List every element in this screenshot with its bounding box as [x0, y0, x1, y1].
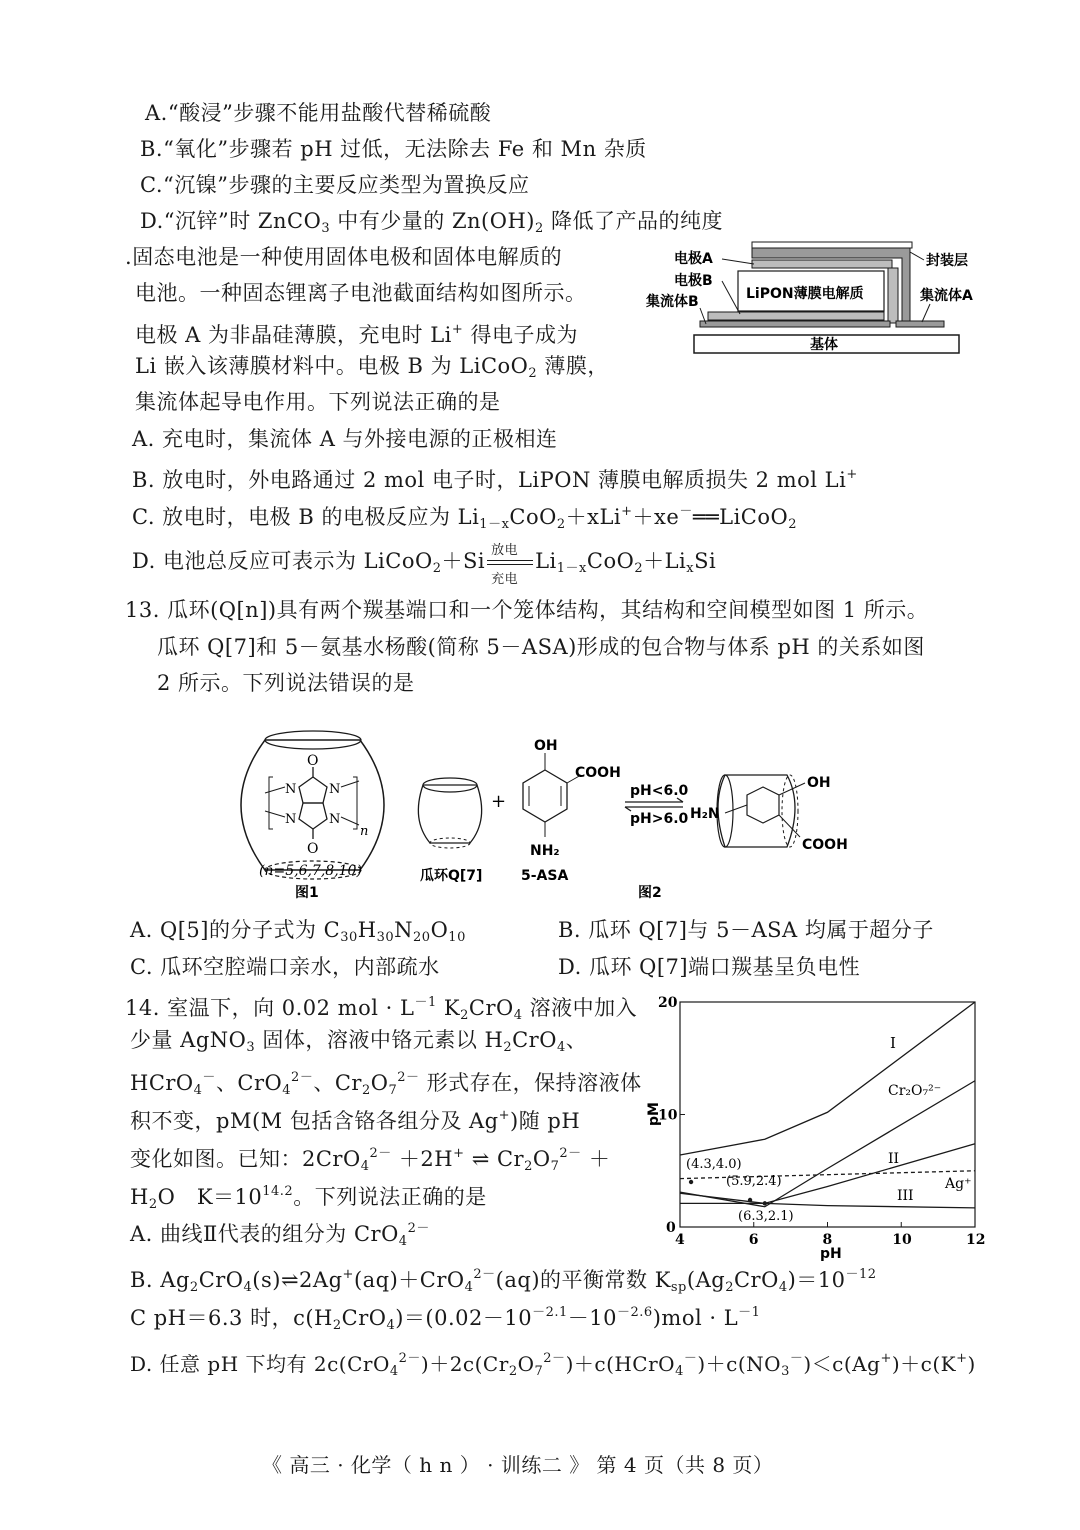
electrode-b-layer [708, 312, 884, 320]
y-tick-label: 0 [666, 1220, 676, 1236]
q11-option-d: D.“沉锌”时 ZnCO$_3$ 中有少量的 $Zn(OH)_2$ 降低了产品的纯度 [140, 209, 723, 236]
curve-i-label: I [890, 1034, 896, 1052]
electrode-b-label: 电极B [674, 273, 713, 289]
fig1-caption: 图1 [295, 885, 319, 900]
asa-benzene-ring [523, 770, 567, 822]
q14-stem-2: 少量 AgNO$_3$ 固体，溶液中铬元素以 $H_2CrO_4$、 [130, 1028, 588, 1055]
electrode-a-leader [722, 259, 754, 264]
q14-stem-4: 积不变，pM(M 包括含铬各组分及 Ag+)随 pH [130, 1108, 581, 1133]
point-4-3-label: (4.3,4.0) [686, 1157, 742, 1172]
x-tick-label: 4 [675, 1232, 685, 1248]
asa-oh-label: OH [534, 738, 558, 754]
ring-model [418, 785, 481, 843]
y-tick-label: 10 [658, 1107, 678, 1124]
collector-b-label: 集流体B [646, 294, 699, 310]
asa-label: 5-ASA [521, 868, 569, 884]
q12-stem-5: 集流体起导电作用。下列说法正确的是 [135, 390, 501, 414]
electrode-a-vertical [888, 268, 898, 323]
pm-ph-chart [640, 990, 1000, 1265]
q14-stem-6: $H_2O$ $K=10^{14.2}$。下列说法正确的是 [130, 1184, 487, 1212]
y-tick-label: 20 [658, 995, 678, 1011]
x-tick-label: 10 [892, 1232, 912, 1248]
marked-point [748, 1198, 752, 1202]
q12-option-b: B. 放电时，外电路通过 2 mol 电子时，LiPON 薄膜电解质损失 2 mol Li+ [132, 467, 858, 492]
marked-point [763, 1201, 767, 1205]
q13-option-c: C. 瓜环空腔端口亲水，内部疏水 [130, 955, 440, 979]
series-line [680, 1144, 975, 1204]
plus-sign: + [491, 791, 507, 812]
n-atom-1: N [285, 782, 297, 797]
q12-option-c: C. 放电时，电极 B 的电极反应为 $Li_{1-x}CoO_2+xLi^++xe^-══LiCoO_2$ [132, 504, 797, 532]
q12-stem-4: Li 嵌入该薄膜材料中。电极 B 为 LiCoO$_2$ 薄膜， [135, 354, 609, 381]
n-atom-2: N [329, 782, 341, 797]
seal-leader [910, 252, 924, 260]
q13-option-a: A. Q[5]的分子式为 $C_{30}H_{30}N_{20}O_{10}$ [130, 918, 466, 945]
y-axis-label: pM [646, 1102, 662, 1126]
curve-ii-label: II [888, 1151, 900, 1167]
collector-a-label: 集流体A [920, 288, 973, 304]
q11-option-c: C.“沉镍”步骤的主要反应类型为置换反应 [140, 173, 530, 197]
series-line [680, 1002, 975, 1155]
curve-iii-label: III [897, 1188, 914, 1204]
point-5-9-label: (5.9,2.4) [726, 1174, 782, 1189]
fig1-n-values: (n=5,6,7,8,10) [259, 863, 362, 879]
series-line [680, 1203, 975, 1208]
substrate-label: 基体 [810, 337, 838, 353]
q13-stem-3: 2 所示。下列说法错误的是 [157, 671, 415, 695]
lipon-label: LiPON薄膜电解质 [746, 286, 864, 302]
q12-option-d: D. 电池总反应可表示为 LiCoO$_2$＋Si 放电 充电 $Li_{1-x}CoO_2+Li_xSi$ [132, 542, 717, 587]
cucurbituril-figure [225, 725, 885, 900]
q13-option-d: D. 瓜环 Q[7]端口羰基呈负电性 [558, 955, 861, 979]
ring-label: 瓜环Q[7] [420, 868, 483, 884]
complex-oh-label: OH [807, 775, 831, 791]
cr2o7-curve-label: Cr₂O₇²⁻ [888, 1083, 942, 1099]
x-tick-label: 6 [748, 1232, 759, 1248]
complex-h2n-label: H₂N [690, 806, 720, 822]
electrode-b-leader [722, 281, 740, 314]
collector-b-layer [700, 321, 890, 327]
q13-option-b: B. 瓜环 Q[7]与 5－ASA 均属于超分子 [558, 918, 934, 942]
asa-nh2-label: NH₂ [530, 843, 560, 859]
q14-option-d: D. 任意 pH 下均有 $2c(CrO_4^{2-})+2c(Cr_2O_7^{2-})+c(HCrO_4^-)+c(NO_3^-)<c(Ag^+)+c(K^+)$ [130, 1351, 976, 1379]
q11-option-b: B.“氧化”步骤若 pH 过低，无法除去 Fe 和 Mn 杂质 [140, 137, 647, 161]
ph-lt-label: pH<6.0 [630, 783, 689, 799]
page-footer: 《 高三 · 化学（ h n ） · 训练二 》 第 4 页（共 8 页） [262, 1453, 774, 1477]
collector-a-leader [922, 304, 930, 322]
q13-stem-2: 瓜环 Q[7]和 5－氨基水杨酸(简称 5－ASA)形成的包合物与体系 pH 的关系如图 [157, 635, 925, 659]
repeat-n-label: n [360, 824, 369, 839]
fig2-caption: 图2 [638, 885, 662, 900]
marked-point [689, 1180, 693, 1184]
seal-label: 封装层 [926, 253, 968, 269]
q14-stem-1: 14. 室温下，向 0.02 mol · $L^{-1}$ $K_2CrO_4$ 溶液中加入 [125, 995, 638, 1023]
series-line [680, 1081, 975, 1207]
reversible-arrow: 放电 充电 [487, 550, 533, 576]
x-tick-label: 8 [822, 1232, 833, 1248]
q12-stem-1: .固态电池是一种使用固体电极和固体电解质的 [125, 245, 563, 269]
q12-stem-2: 电池。一种固态锂离子电池截面结构如图所示。 [135, 281, 587, 305]
q11-option-a: A.“酸浸”步骤不能用盐酸代替稀硫酸 [145, 101, 492, 125]
asa-cooh-label: COOH [575, 765, 621, 781]
complex-benzene [747, 787, 779, 823]
q12-option-a: A. 充电时，集流体 A 与外接电源的正极相连 [132, 427, 558, 451]
x-tick-label: 12 [966, 1232, 986, 1248]
ph-gt-label: pH>6.0 [630, 811, 689, 827]
q13-stem-1: 13. 瓜环(Q[n])具有两个羰基端口和一个笼体结构，其结构和空间模型如图 1 所示。 [125, 598, 929, 622]
x-axis-label: pH [820, 1246, 842, 1262]
battery-cross-section-figure [640, 238, 980, 356]
oxygen-bottom-label: O [307, 841, 319, 857]
electrode-a-label: 电极A [674, 251, 713, 267]
q14-option-b: B. $Ag_2CrO_4(s)\rightleftharpoons 2Ag^+(aq)+CrO_4^{2-}(aq)$的平衡常数 $K_{sp}(Ag_2CrO_4)=10^{-12}$ [130, 1267, 877, 1295]
q14-option-a: A. 曲线Ⅱ代表的组分为 CrO$_4^{2-}$ [130, 1221, 430, 1249]
q14-option-c: C pH＝6.3 时，$c(H_2CrO_4)=(0.02-10^{-2.1}-10^{-2.6})mol \cdot L^{-1}$ [130, 1305, 761, 1333]
complex-cooh-label: COOH [802, 837, 848, 853]
point-6-3-label: (6.3,2.1) [738, 1209, 794, 1224]
oxygen-top-label: O [307, 753, 319, 769]
collector-a-layer [896, 321, 944, 327]
q14-stem-3: HCrO$_4$－、CrO$_4^{2-}$、$Cr_2O_7^{2-}$ 形式存在，保持溶液体 [130, 1070, 642, 1098]
electrode-a-layer [752, 260, 892, 268]
n-atom-3: N [285, 812, 297, 827]
seal-outline [752, 242, 912, 248]
q12-stem-3: 电极 A 为非晶硅薄膜，充电时 Li+ 得电子成为 [135, 322, 578, 347]
ag-curve-label: Ag⁺ [945, 1176, 972, 1192]
q14-stem-5: 变化如图。已知：2CrO$_4^{2-}$ ＋2H+ ⇌ $Cr_2O_7^{2-}$ ＋ [130, 1146, 611, 1174]
n-atom-4: N [329, 812, 341, 827]
